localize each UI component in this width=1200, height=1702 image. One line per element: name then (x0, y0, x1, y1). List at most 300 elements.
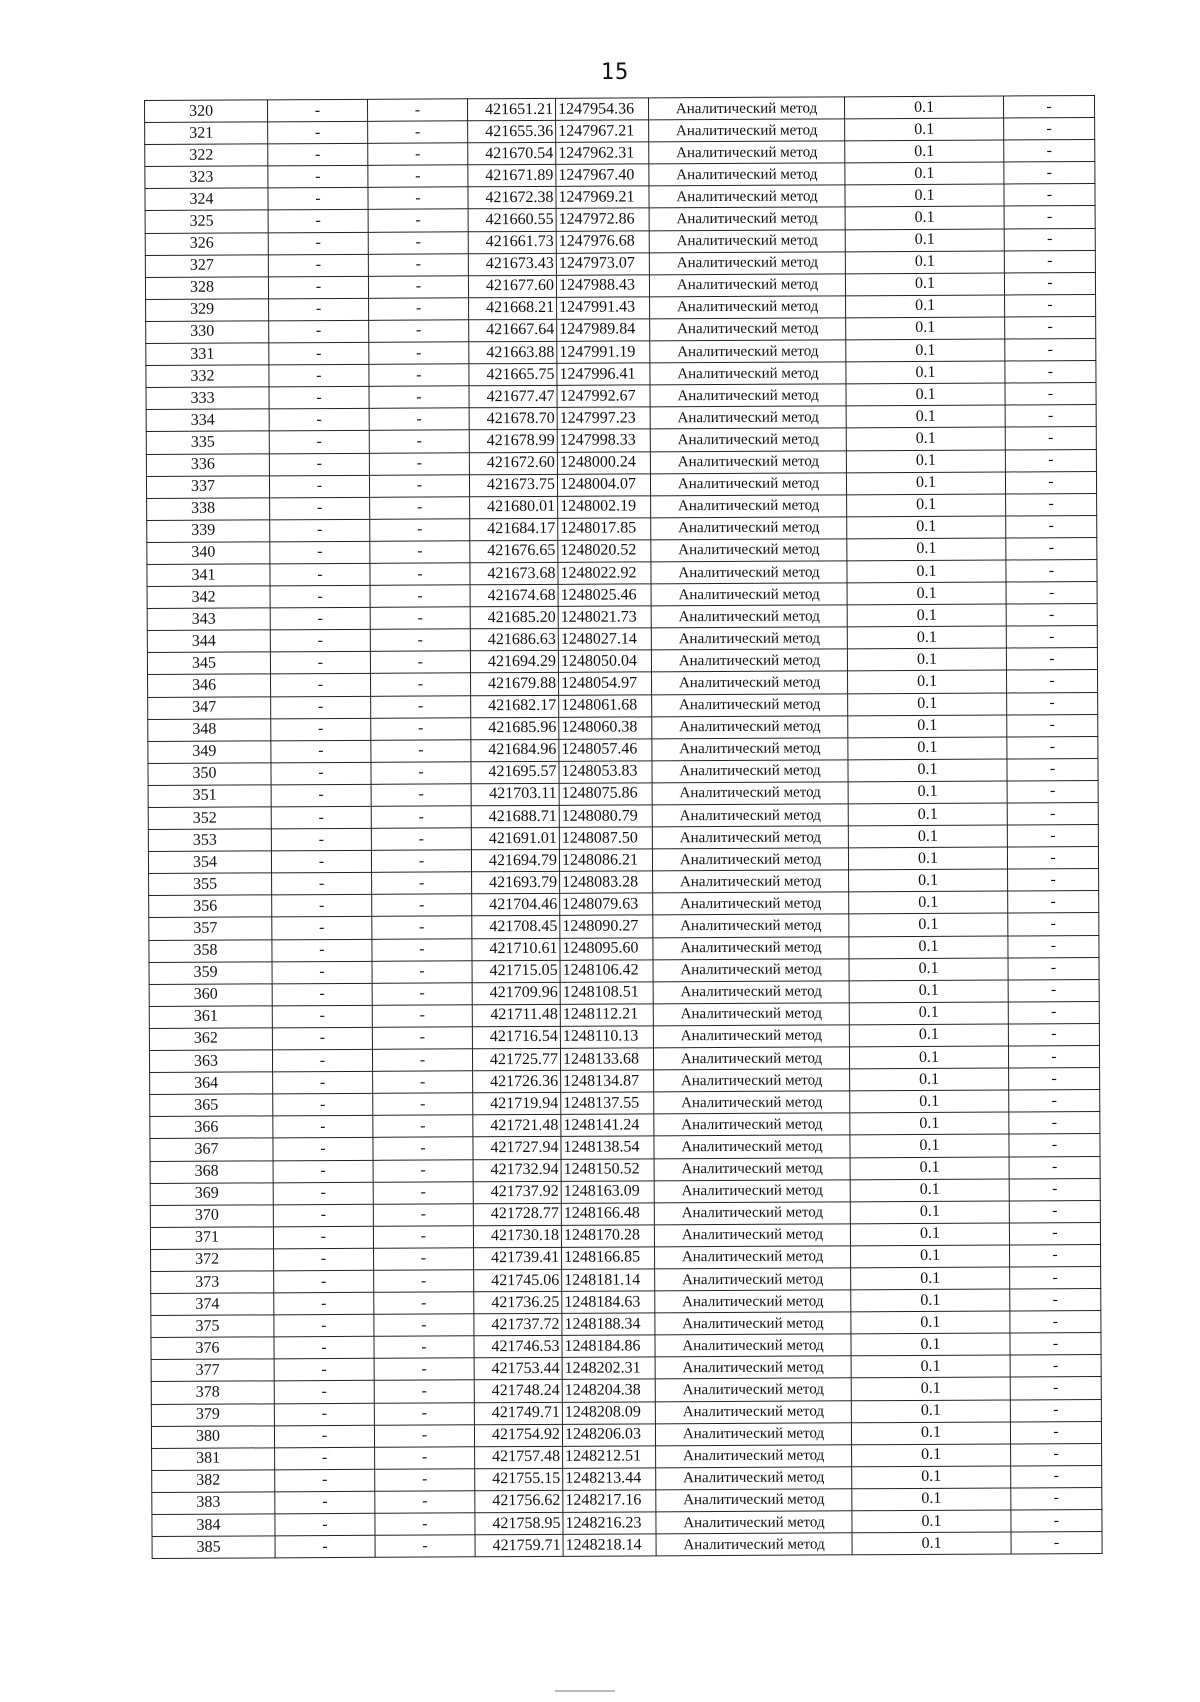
empty-value-cell: - (368, 165, 468, 188)
y-coordinate-cell: 1248163.09 (561, 1180, 654, 1203)
accuracy-cell: 0.1 (850, 1201, 1009, 1224)
x-coordinate-cell: 421676.65 (470, 540, 558, 563)
accuracy-cell: 0.1 (847, 538, 1006, 561)
method-cell: Аналитический метод (651, 583, 847, 606)
empty-value-cell: - (269, 409, 369, 432)
accuracy-cell: 0.1 (848, 847, 1007, 870)
accuracy-cell: 0.1 (852, 1488, 1011, 1511)
y-coordinate-cell: 1247988.43 (556, 275, 649, 298)
empty-value-cell: - (374, 1336, 474, 1359)
method-cell: Аналитический метод (655, 1422, 851, 1445)
point-number-cell: 370 (150, 1205, 273, 1228)
empty-value-cell: - (271, 762, 371, 785)
y-coordinate-cell: 1247996.41 (557, 363, 650, 386)
note-cell: - (1007, 847, 1098, 870)
point-number-cell: 325 (145, 210, 268, 233)
y-coordinate-cell: 1248184.63 (562, 1291, 655, 1314)
method-cell: Аналитический метод (652, 715, 848, 738)
accuracy-cell: 0.1 (846, 295, 1005, 318)
accuracy-cell: 0.1 (845, 118, 1004, 141)
point-number-cell: 385 (152, 1536, 275, 1559)
x-coordinate-cell: 421660.55 (468, 209, 556, 232)
x-coordinate-cell: 421693.79 (472, 872, 560, 895)
empty-value-cell: - (273, 1160, 373, 1183)
note-cell: - (1004, 184, 1095, 207)
empty-value-cell: - (275, 1469, 375, 1492)
note-cell: - (1005, 316, 1096, 339)
empty-value-cell: - (272, 873, 372, 896)
empty-value-cell: - (269, 387, 369, 410)
empty-value-cell: - (369, 298, 469, 321)
empty-value-cell: - (274, 1248, 374, 1271)
method-cell: Аналитический метод (654, 1157, 850, 1180)
empty-value-cell: - (272, 983, 372, 1006)
x-coordinate-cell: 421754.92 (474, 1424, 562, 1447)
note-cell: - (1010, 1399, 1101, 1422)
empty-value-cell: - (369, 386, 469, 409)
y-coordinate-cell: 1247998.33 (557, 429, 650, 452)
empty-value-cell: - (268, 144, 368, 167)
method-cell: Аналитический метод (655, 1246, 851, 1269)
empty-value-cell: - (272, 1027, 372, 1050)
note-cell: - (1003, 96, 1094, 119)
note-cell: - (1009, 1112, 1100, 1135)
note-cell: - (1010, 1266, 1101, 1289)
empty-value-cell: - (369, 320, 469, 343)
accuracy-cell: 0.1 (845, 206, 1004, 229)
y-coordinate-cell: 1248053.83 (559, 761, 652, 784)
note-cell: - (1010, 1311, 1101, 1334)
x-coordinate-cell: 421727.94 (473, 1137, 561, 1160)
method-cell: Аналитический метод (650, 340, 846, 363)
accuracy-cell: 0.1 (851, 1245, 1010, 1268)
point-number-cell: 372 (151, 1249, 274, 1272)
accuracy-cell: 0.1 (847, 648, 1006, 671)
method-cell: Аналитический метод (655, 1334, 851, 1357)
empty-value-cell: - (270, 541, 370, 564)
method-cell: Аналитический метод (653, 1047, 849, 1070)
note-cell: - (1006, 582, 1097, 605)
note-cell: - (1011, 1465, 1102, 1488)
x-coordinate-cell: 421686.63 (470, 629, 558, 652)
accuracy-cell: 0.1 (849, 869, 1008, 892)
empty-value-cell: - (270, 519, 370, 542)
note-cell: - (1010, 1355, 1101, 1378)
accuracy-cell: 0.1 (849, 1046, 1008, 1069)
method-cell: Аналитический метод (655, 1268, 851, 1291)
y-coordinate-cell: 1248141.24 (561, 1114, 654, 1137)
note-cell: - (1005, 405, 1096, 428)
empty-value-cell: - (272, 895, 372, 918)
accuracy-cell: 0.1 (848, 737, 1007, 760)
note-cell: - (1007, 780, 1098, 803)
x-coordinate-cell: 421756.62 (475, 1490, 563, 1513)
y-coordinate-cell: 1248206.03 (562, 1423, 655, 1446)
point-number-cell: 371 (150, 1227, 273, 1250)
empty-value-cell: - (370, 541, 470, 564)
accuracy-cell: 0.1 (846, 317, 1005, 340)
empty-value-cell: - (375, 1491, 475, 1514)
accuracy-cell: 0.1 (852, 1466, 1011, 1489)
method-cell: Аналитический метод (651, 627, 847, 650)
empty-value-cell: - (372, 916, 472, 939)
point-number-cell: 345 (147, 652, 270, 675)
note-cell: - (1010, 1289, 1101, 1312)
empty-value-cell: - (275, 1535, 375, 1558)
empty-value-cell: - (268, 99, 368, 122)
note-cell: - (1004, 206, 1095, 229)
point-number-cell: 334 (146, 409, 269, 432)
empty-value-cell: - (370, 651, 470, 674)
method-cell: Аналитический метод (655, 1290, 851, 1313)
x-coordinate-cell: 421736.25 (474, 1291, 562, 1314)
point-number-cell: 324 (145, 188, 268, 211)
empty-value-cell: - (268, 210, 368, 233)
empty-value-cell: - (274, 1337, 374, 1360)
x-coordinate-cell: 421739.41 (474, 1247, 562, 1270)
y-coordinate-cell: 1247991.19 (557, 341, 650, 364)
y-coordinate-cell: 1248106.42 (560, 960, 653, 983)
x-coordinate-cell: 421680.01 (470, 496, 558, 519)
method-cell: Аналитический метод (654, 1113, 850, 1136)
empty-value-cell: - (275, 1447, 375, 1470)
empty-value-cell: - (268, 276, 368, 299)
x-coordinate-cell: 421721.48 (473, 1115, 561, 1138)
y-coordinate-cell: 1248025.46 (558, 584, 651, 607)
method-cell: Аналитический метод (650, 428, 846, 451)
empty-value-cell: - (368, 253, 468, 276)
empty-value-cell: - (372, 938, 472, 961)
note-cell: - (1007, 736, 1098, 759)
empty-value-cell: - (372, 1027, 472, 1050)
y-coordinate-cell: 1248061.68 (559, 694, 652, 717)
point-number-cell: 368 (150, 1160, 273, 1183)
empty-value-cell: - (273, 1204, 373, 1227)
y-coordinate-cell: 1248208.09 (562, 1401, 655, 1424)
y-coordinate-cell: 1248138.54 (561, 1136, 654, 1159)
method-cell: Аналитический метод (649, 141, 845, 164)
y-coordinate-cell: 1248212.51 (563, 1446, 656, 1469)
point-number-cell: 353 (148, 829, 271, 852)
empty-value-cell: - (272, 1049, 372, 1072)
accuracy-cell: 0.1 (845, 273, 1004, 296)
empty-value-cell: - (372, 872, 472, 895)
x-coordinate-cell: 421730.18 (473, 1225, 561, 1248)
x-coordinate-cell: 421759.71 (475, 1534, 563, 1557)
point-number-cell: 355 (149, 873, 272, 896)
x-coordinate-cell: 421737.92 (473, 1181, 561, 1204)
accuracy-cell: 0.1 (852, 1532, 1011, 1555)
y-coordinate-cell: 1248166.85 (562, 1247, 655, 1270)
y-coordinate-cell: 1248000.24 (557, 451, 650, 474)
method-cell: Аналитический метод (649, 207, 845, 230)
y-coordinate-cell: 1248087.50 (559, 827, 652, 850)
y-coordinate-cell: 1247973.07 (556, 253, 649, 276)
scan-artifact (555, 1690, 615, 1692)
x-coordinate-cell: 421748.24 (474, 1380, 562, 1403)
point-number-cell: 323 (145, 166, 268, 189)
point-number-cell: 330 (146, 321, 269, 344)
method-cell: Аналитический метод (655, 1378, 851, 1401)
accuracy-cell: 0.1 (847, 494, 1006, 517)
y-coordinate-cell: 1248150.52 (561, 1158, 654, 1181)
y-coordinate-cell: 1248137.55 (561, 1092, 654, 1115)
method-cell: Аналитический метод (650, 406, 846, 429)
method-cell: Аналитический метод (652, 671, 848, 694)
method-cell: Аналитический метод (653, 958, 849, 981)
method-cell: Аналитический метод (651, 517, 847, 540)
empty-value-cell: - (374, 1424, 474, 1447)
accuracy-cell: 0.1 (845, 251, 1004, 274)
note-cell: - (1005, 361, 1096, 384)
accuracy-cell: 0.1 (849, 1024, 1008, 1047)
empty-value-cell: - (274, 1359, 374, 1382)
empty-value-cell: - (273, 1071, 373, 1094)
x-coordinate-cell: 421749.71 (474, 1402, 562, 1425)
empty-value-cell: - (374, 1380, 474, 1403)
note-cell: - (1007, 758, 1098, 781)
point-number-cell: 349 (148, 741, 271, 764)
empty-value-cell: - (268, 254, 368, 277)
y-coordinate-cell: 1248027.14 (558, 628, 651, 651)
method-cell: Аналитический метод (652, 782, 848, 805)
note-cell: - (1009, 1222, 1100, 1245)
point-number-cell: 336 (146, 453, 269, 476)
point-number-cell: 378 (151, 1381, 274, 1404)
empty-value-cell: - (375, 1447, 475, 1470)
empty-value-cell: - (375, 1513, 475, 1536)
empty-value-cell: - (369, 452, 469, 475)
y-coordinate-cell: 1248216.23 (563, 1512, 656, 1535)
y-coordinate-cell: 1248110.13 (560, 1026, 653, 1049)
x-coordinate-cell: 421679.88 (471, 673, 559, 696)
y-coordinate-cell: 1247972.86 (556, 208, 649, 231)
note-cell: - (1004, 272, 1095, 295)
note-cell: - (1010, 1244, 1101, 1267)
method-cell: Аналитический метод (650, 362, 846, 385)
y-coordinate-cell: 1248075.86 (559, 783, 652, 806)
point-number-cell: 366 (150, 1116, 273, 1139)
y-coordinate-cell: 1248002.19 (558, 496, 651, 519)
note-cell: - (1011, 1443, 1102, 1466)
y-coordinate-cell: 1248017.85 (558, 518, 651, 541)
y-coordinate-cell: 1247962.31 (556, 142, 649, 165)
accuracy-cell: 0.1 (850, 1090, 1009, 1113)
note-cell: - (1008, 1001, 1099, 1024)
empty-value-cell: - (372, 960, 472, 983)
y-coordinate-cell: 1248133.68 (560, 1048, 653, 1071)
point-number-cell: 328 (145, 277, 268, 300)
accuracy-cell: 0.1 (848, 781, 1007, 804)
y-coordinate-cell: 1248213.44 (563, 1468, 656, 1491)
point-number-cell: 339 (147, 520, 270, 543)
empty-value-cell: - (271, 784, 371, 807)
method-cell: Аналитический метод (653, 870, 849, 893)
note-cell: - (1004, 228, 1095, 251)
accuracy-cell: 0.1 (844, 96, 1003, 119)
x-coordinate-cell: 421677.47 (469, 386, 557, 409)
x-coordinate-cell: 421728.77 (473, 1203, 561, 1226)
empty-value-cell: - (273, 1226, 373, 1249)
empty-value-cell: - (369, 408, 469, 431)
empty-value-cell: - (371, 762, 471, 785)
method-cell: Аналитический метод (656, 1533, 852, 1556)
method-cell: Аналитический метод (655, 1356, 851, 1379)
y-coordinate-cell: 1247991.43 (557, 297, 650, 320)
y-coordinate-cell: 1248021.73 (558, 606, 651, 629)
x-coordinate-cell: 421661.73 (468, 231, 556, 254)
empty-value-cell: - (268, 166, 368, 189)
x-coordinate-cell: 421678.99 (469, 430, 557, 453)
point-number-cell: 358 (149, 939, 272, 962)
note-cell: - (1008, 891, 1099, 914)
method-cell: Аналитический метод (648, 97, 844, 120)
empty-value-cell: - (270, 652, 370, 675)
empty-value-cell: - (370, 607, 470, 630)
x-coordinate-cell: 421704.46 (472, 894, 560, 917)
note-cell: - (1011, 1487, 1102, 1510)
x-coordinate-cell: 421663.88 (469, 341, 557, 364)
y-coordinate-cell: 1247967.21 (556, 120, 649, 143)
note-cell: - (1010, 1421, 1101, 1444)
point-number-cell: 344 (147, 630, 270, 653)
point-number-cell: 362 (149, 1028, 272, 1051)
empty-value-cell: - (269, 431, 369, 454)
note-cell: - (1008, 869, 1099, 892)
empty-value-cell: - (371, 695, 471, 718)
method-cell: Аналитический метод (656, 1467, 852, 1490)
x-coordinate-cell: 421757.48 (475, 1446, 563, 1469)
x-coordinate-cell: 421673.68 (470, 562, 558, 585)
point-number-cell: 320 (145, 100, 268, 123)
empty-value-cell: - (271, 674, 371, 697)
empty-value-cell: - (374, 1358, 474, 1381)
accuracy-cell: 0.1 (846, 361, 1005, 384)
note-cell: - (1004, 162, 1095, 185)
point-number-cell: 337 (146, 475, 269, 498)
empty-value-cell: - (273, 1116, 373, 1139)
point-number-cell: 365 (150, 1094, 273, 1117)
empty-value-cell: - (372, 1049, 472, 1072)
empty-value-cell: - (270, 607, 370, 630)
method-cell: Аналитический метод (652, 760, 848, 783)
table-row (152, 1532, 1102, 1559)
x-coordinate-cell: 421716.54 (472, 1026, 560, 1049)
empty-value-cell: - (369, 342, 469, 365)
empty-value-cell: - (368, 143, 468, 166)
empty-value-cell: - (269, 364, 369, 387)
y-coordinate-cell: 1248086.21 (559, 849, 652, 872)
y-coordinate-cell: 1248083.28 (560, 871, 653, 894)
method-cell: Аналитический метод (650, 384, 846, 407)
note-cell: - (1009, 1178, 1100, 1201)
note-cell: - (1008, 935, 1099, 958)
empty-value-cell: - (375, 1535, 475, 1558)
empty-value-cell: - (373, 1137, 473, 1160)
y-coordinate-cell: 1248020.52 (558, 540, 651, 563)
note-cell: - (1009, 1134, 1100, 1157)
x-coordinate-cell: 421691.01 (471, 827, 559, 850)
accuracy-cell: 0.1 (851, 1400, 1010, 1423)
accuracy-cell: 0.1 (847, 560, 1006, 583)
y-coordinate-cell: 1247989.84 (557, 319, 650, 342)
point-number-cell: 384 (152, 1514, 275, 1537)
empty-value-cell: - (271, 696, 371, 719)
x-coordinate-cell: 421655.36 (468, 120, 556, 143)
x-coordinate-cell: 421708.45 (472, 916, 560, 939)
y-coordinate-cell: 1248188.34 (562, 1313, 655, 1336)
point-number-cell: 352 (148, 807, 271, 830)
note-cell: - (1006, 493, 1097, 516)
accuracy-cell: 0.1 (849, 958, 1008, 981)
point-number-cell: 383 (152, 1492, 275, 1515)
accuracy-cell: 0.1 (846, 427, 1005, 450)
accuracy-cell: 0.1 (846, 405, 1005, 428)
accuracy-cell: 0.1 (852, 1510, 1011, 1533)
accuracy-cell: 0.1 (851, 1289, 1010, 1312)
empty-value-cell: - (371, 828, 471, 851)
method-cell: Аналитический метод (651, 605, 847, 628)
accuracy-cell: 0.1 (848, 715, 1007, 738)
x-coordinate-cell: 421678.70 (469, 408, 557, 431)
method-cell: Аналитический метод (653, 936, 849, 959)
empty-value-cell: - (374, 1402, 474, 1425)
note-cell: - (1009, 1090, 1100, 1113)
empty-value-cell: - (373, 1203, 473, 1226)
empty-value-cell: - (270, 563, 370, 586)
point-number-cell: 380 (151, 1425, 274, 1448)
point-number-cell: 348 (148, 718, 271, 741)
note-cell: - (1005, 471, 1096, 494)
x-coordinate-cell: 421673.75 (469, 474, 557, 497)
y-coordinate-cell: 1248170.28 (561, 1225, 654, 1248)
x-coordinate-cell: 421673.43 (468, 253, 556, 276)
method-cell: Аналитический метод (653, 1025, 849, 1048)
method-cell: Аналитический метод (652, 826, 848, 849)
accuracy-cell: 0.1 (845, 162, 1004, 185)
accuracy-cell: 0.1 (849, 980, 1008, 1003)
empty-value-cell: - (371, 740, 471, 763)
table-body (145, 96, 1103, 1559)
method-cell: Аналитический метод (654, 1202, 850, 1225)
point-number-cell: 376 (151, 1337, 274, 1360)
empty-value-cell: - (271, 806, 371, 829)
method-cell: Аналитический метод (651, 649, 847, 672)
accuracy-cell: 0.1 (845, 229, 1004, 252)
accuracy-cell: 0.1 (851, 1355, 1010, 1378)
point-number-cell: 359 (149, 961, 272, 984)
accuracy-cell: 0.1 (850, 1134, 1009, 1157)
method-cell: Аналитический метод (654, 1179, 850, 1202)
empty-value-cell: - (268, 188, 368, 211)
y-coordinate-cell: 1247967.40 (556, 164, 649, 187)
note-cell: - (1008, 1046, 1099, 1069)
empty-value-cell: - (372, 983, 472, 1006)
method-cell: Аналитический метод (653, 981, 849, 1004)
accuracy-cell: 0.1 (849, 913, 1008, 936)
point-number-cell: 382 (152, 1470, 275, 1493)
empty-value-cell: - (275, 1513, 375, 1536)
note-cell: - (1006, 537, 1097, 560)
method-cell: Аналитический метод (654, 1224, 850, 1247)
empty-value-cell: - (269, 453, 369, 476)
method-cell: Аналитический метод (650, 296, 846, 319)
y-coordinate-cell: 1248054.97 (559, 672, 652, 695)
accuracy-cell: 0.1 (850, 1112, 1009, 1135)
point-number-cell: 341 (147, 564, 270, 587)
point-number-cell: 332 (146, 365, 269, 388)
empty-value-cell: - (274, 1270, 374, 1293)
